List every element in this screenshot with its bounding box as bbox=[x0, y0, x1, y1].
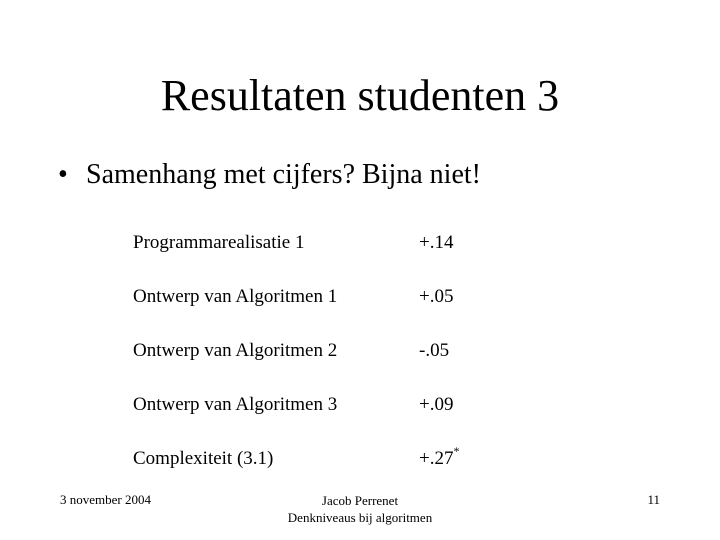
footer-date: 3 november 2004 bbox=[60, 492, 151, 507]
results-table bbox=[133, 226, 533, 496]
page-number: 11 bbox=[647, 492, 660, 507]
table-row bbox=[133, 280, 533, 334]
table-row bbox=[133, 442, 533, 496]
course-name: Ontwerp van Algoritmen 1 bbox=[133, 286, 338, 307]
correlation-value: +.09 bbox=[419, 394, 454, 415]
course-name: Complexiteit (3.1) bbox=[133, 448, 274, 469]
correlation-value: +.27* bbox=[419, 444, 460, 469]
bullet-marker: • bbox=[58, 159, 68, 190]
table-row bbox=[133, 226, 533, 280]
footer-author: Jacob Perrenet bbox=[321, 493, 399, 508]
footer-center bbox=[210, 492, 510, 526]
significance-mark: * bbox=[453, 444, 460, 458]
correlation-value: +.05 bbox=[419, 286, 454, 307]
bullet-point bbox=[58, 158, 481, 192]
slide-title: Resultaten studenten 3 bbox=[160, 71, 560, 120]
footer-subtitle: Denkniveaus bij algoritmen bbox=[287, 510, 433, 525]
course-name: Programmarealisatie 1 bbox=[133, 232, 305, 253]
course-name: Ontwerp van Algoritmen 2 bbox=[133, 340, 338, 361]
correlation-value: +.14 bbox=[419, 232, 454, 253]
course-name: Ontwerp van Algoritmen 3 bbox=[133, 394, 338, 415]
bullet-text: Samenhang met cijfers? Bijna niet! bbox=[86, 159, 481, 190]
correlation-value: -.05 bbox=[419, 340, 450, 361]
table-row bbox=[133, 388, 533, 442]
table-row bbox=[133, 334, 533, 388]
